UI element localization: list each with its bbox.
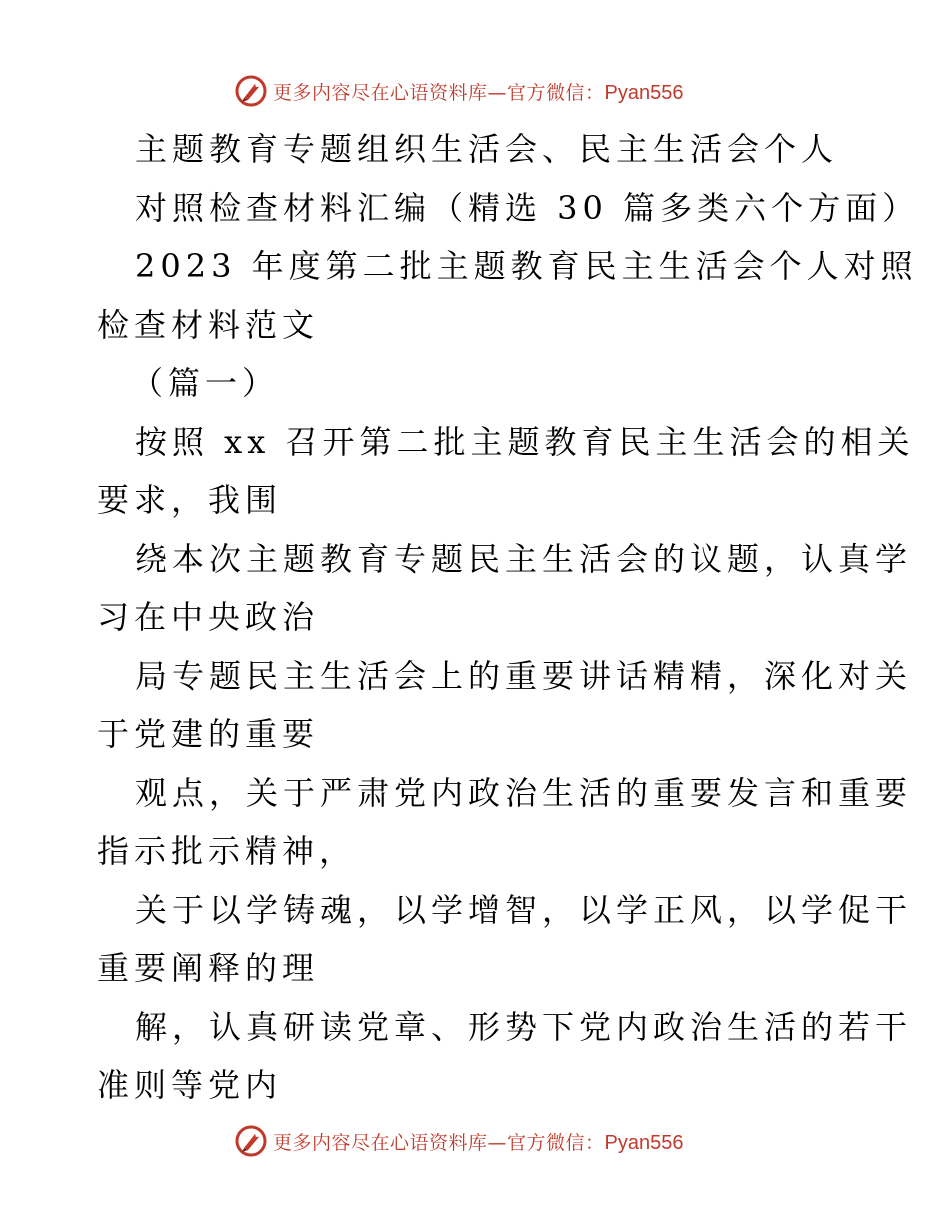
section-heading: （篇一） xyxy=(131,364,280,402)
pen-logo-icon xyxy=(235,75,267,107)
paragraph-line: 于党建的重要 xyxy=(97,715,320,753)
document-body xyxy=(97,120,920,1115)
doc-title-line-2: 对照检查材料汇编（精选 30 篇多类六个方面） xyxy=(135,188,920,227)
paragraph-line: 重要阐释的理 xyxy=(97,949,320,987)
paragraph-line: 关于以学铸魂，以学增智，以学正风，以学促干 xyxy=(135,890,913,929)
watermark-label: 官方微信： xyxy=(507,81,605,104)
paragraph-line: 准则等党内 xyxy=(97,1066,283,1104)
watermark-text xyxy=(273,78,684,105)
footer-watermark xyxy=(235,1124,684,1158)
doc-title-line-1: 主题教育专题组织生活会、民主生活会个人 xyxy=(135,130,839,168)
watermark-account: Pyan556 xyxy=(604,81,684,104)
pen-logo-icon xyxy=(235,1125,267,1157)
header-watermark xyxy=(235,74,684,108)
watermark-site-name: 更多内容尽在心语资料库 xyxy=(273,1131,488,1154)
paragraph-line: 习在中央政治 xyxy=(97,598,320,636)
paragraph-line: 按照 xx 召开第二批主题教育民主生活会的相关 xyxy=(135,422,915,461)
watermark-text xyxy=(273,1128,684,1155)
doc-subtitle-line-1: 2023 年度第二批主题教育民主生活会个人对照 xyxy=(135,247,918,285)
paragraph-line: 解，认真研读党章、形势下党内政治生活的若干 xyxy=(135,1007,913,1046)
watermark-separator: — xyxy=(487,81,508,104)
watermark-label: 官方微信： xyxy=(507,1131,605,1154)
paragraph-line: 绕本次主题教育专题民主生活会的议题，认真学 xyxy=(135,539,913,578)
doc-subtitle-line-2: 检查材料范文 xyxy=(97,305,320,344)
watermark-site-name: 更多内容尽在心语资料库 xyxy=(273,81,488,104)
paragraph-line: 局专题民主生活会上的重要讲话精精，深化对关 xyxy=(135,656,913,695)
watermark-account: Pyan556 xyxy=(604,1131,684,1154)
paragraph-line: 要求，我围 xyxy=(97,481,283,519)
paragraph-line: 指示批示精神， xyxy=(97,832,357,870)
paragraph-line: 观点，关于严肃党内政治生活的重要发言和重要 xyxy=(135,773,913,812)
watermark-separator: — xyxy=(487,1131,508,1154)
